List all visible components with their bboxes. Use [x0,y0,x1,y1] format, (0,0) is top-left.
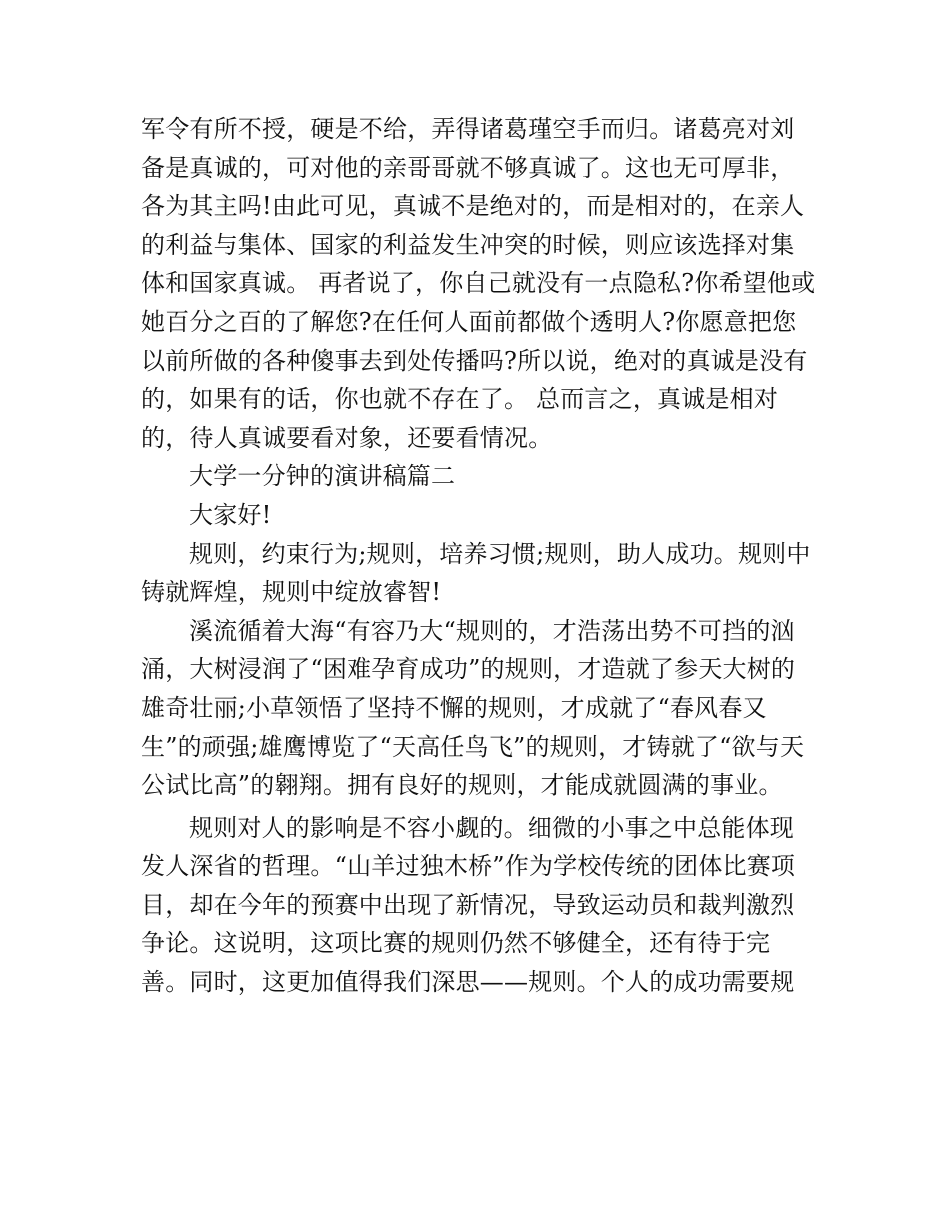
section-heading: 大学一分钟的演讲稿篇二 [189,462,456,491]
greeting-paragraph: 大家好! [189,500,272,529]
paragraph-continuation: 军令有所不授，硬是不给，弄得诸葛瑾空手而归。诸葛亮对刘备是真诚的，可对他的亲哥哥就不够真诚了。这也无可厚非，各为其主吗!由此可见，真诚不是绝对的，而是相对的，在亲人的利益与集体、国家的利益发生冲突的时候，则应该选择对集体和国家真诚。 再者说了，你自己就没有一点隐私?你希望他或她百分之百的了解您?在任何人面前都做个透明人?你愿意把您以前所做的各种傻事去到处传播吗?所以说，绝对的真诚是没有的，如果有的话，你也就不存在了。 总而言之，真诚是相对的，待人真诚要看对象，还要看情况。 [141,115,816,452]
document-body [141,110,817,1002]
nature-examples-paragraph: 溪流循着大海“有容乃大“规则的，才浩荡出势不可挡的汹涌，大树浸润了“困难孕育成功”的规则，才造就了参天大树的雄奇壮丽;小草领悟了坚持不懈的规则，才成就了“春风春又生”的顽强;雄鹰博览了“天高任鸟飞”的规则，才铸就了“欲与天公试比高”的翱翔。拥有良好的规则，才能成就圆满的事业。 [141,616,805,800]
rules-impact-paragraph: 规则对人的影响是不容小觑的。细微的小事之中总能体现发人深省的哲理。“山羊过独木桥”作为学校传统的团体比赛项目，却在今年的预赛中出现了新情况，导致运动员和裁判激烈争论。这说明，这项比赛的规则仍然不够健全，还有待于完善。同时，这更加值得我们深思——规则。个人的成功需要规 [141,813,796,997]
rules-intro-paragraph: 规则，约束行为;规则，培养习惯;规则，助人成功。规则中铸就辉煌，规则中绽放睿智! [141,539,811,607]
